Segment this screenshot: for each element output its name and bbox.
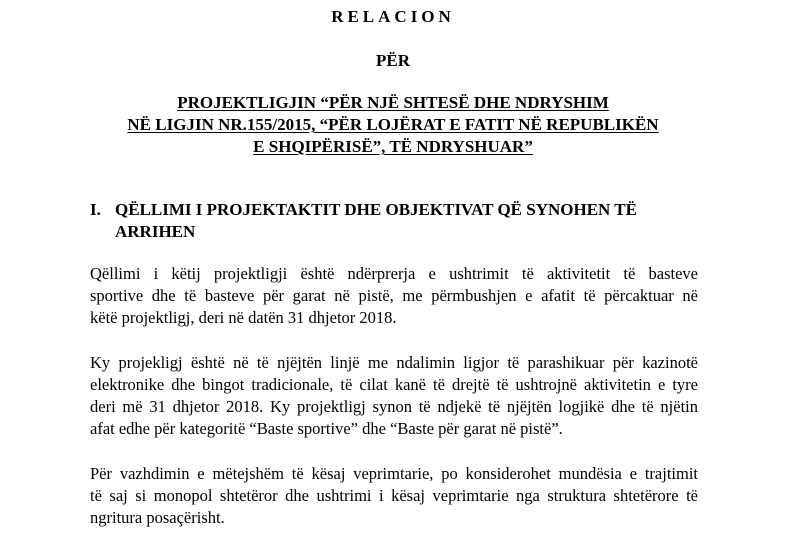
document-per-label: PËR [376,51,410,70]
subject-line: NË LIGJIN NR.155/2015, “PËR LOJËRAT E FATIT NË REPUBLIKËN [127,115,659,134]
paragraph-continuation [90,463,698,529]
paragraph-line: Ky projekligj është në të njëjtën linjë me ndalimin ligjor të parashikuar për kazinotë [90,353,698,372]
paragraph-line: elektronike dhe bingot tradicionale, të cilat kanë të drejtë të ushtrojnë aktivitetin e tyre [90,375,698,394]
paragraph-line: afat edhe për kategoritë “Baste sportive” dhe “Baste për garat në pistë”. [90,419,563,438]
paragraph-alignment [90,352,698,440]
paragraph-line: Për vazhdimin e mëtejshëm të kësaj veprimtarie, po konsiderohet mundësia e trajtimit [90,464,698,483]
paragraph-line: të saj si monopol shtetëror dhe ushtrimi i kësaj veprimtarie nga struktura shtetërore të [90,486,698,505]
paragraph-line: këtë projektligj, deri në datën 31 dhjetor 2018. [90,308,397,327]
paragraph-line: sportive dhe të basteve për garat në pistë, me përmbushjen e afatit të përcaktuar në [90,286,698,305]
document-title: RELACION [331,7,455,26]
subject-line: PROJEKTLIGJIN “PËR NJË SHTESË DHE NDRYSHIM [177,93,609,112]
document-subject [90,92,696,158]
paragraph-purpose [90,263,698,329]
paragraph-line: ngritura posaçërisht. [90,508,225,527]
section-number: I. [90,200,101,219]
paragraph-line: deri më 31 dhjetor 2018. Ky projektligj synon të ndjekë të njëjtën logjikë dhe të njëtin [90,397,698,416]
paragraph-line: Qëllimi i këtij projektligji është ndërprerja e ushtrimit të aktivitetit të basteve [90,264,698,283]
subject-line: E SHQIPËRISË”, TË NDRYSHUAR” [253,137,533,156]
section-heading-text: QËLLIMI I PROJEKTAKTIT DHE OBJEKTIVAT QË SYNOHEN TË ARRIHEN [115,200,637,241]
section-heading [90,199,700,243]
